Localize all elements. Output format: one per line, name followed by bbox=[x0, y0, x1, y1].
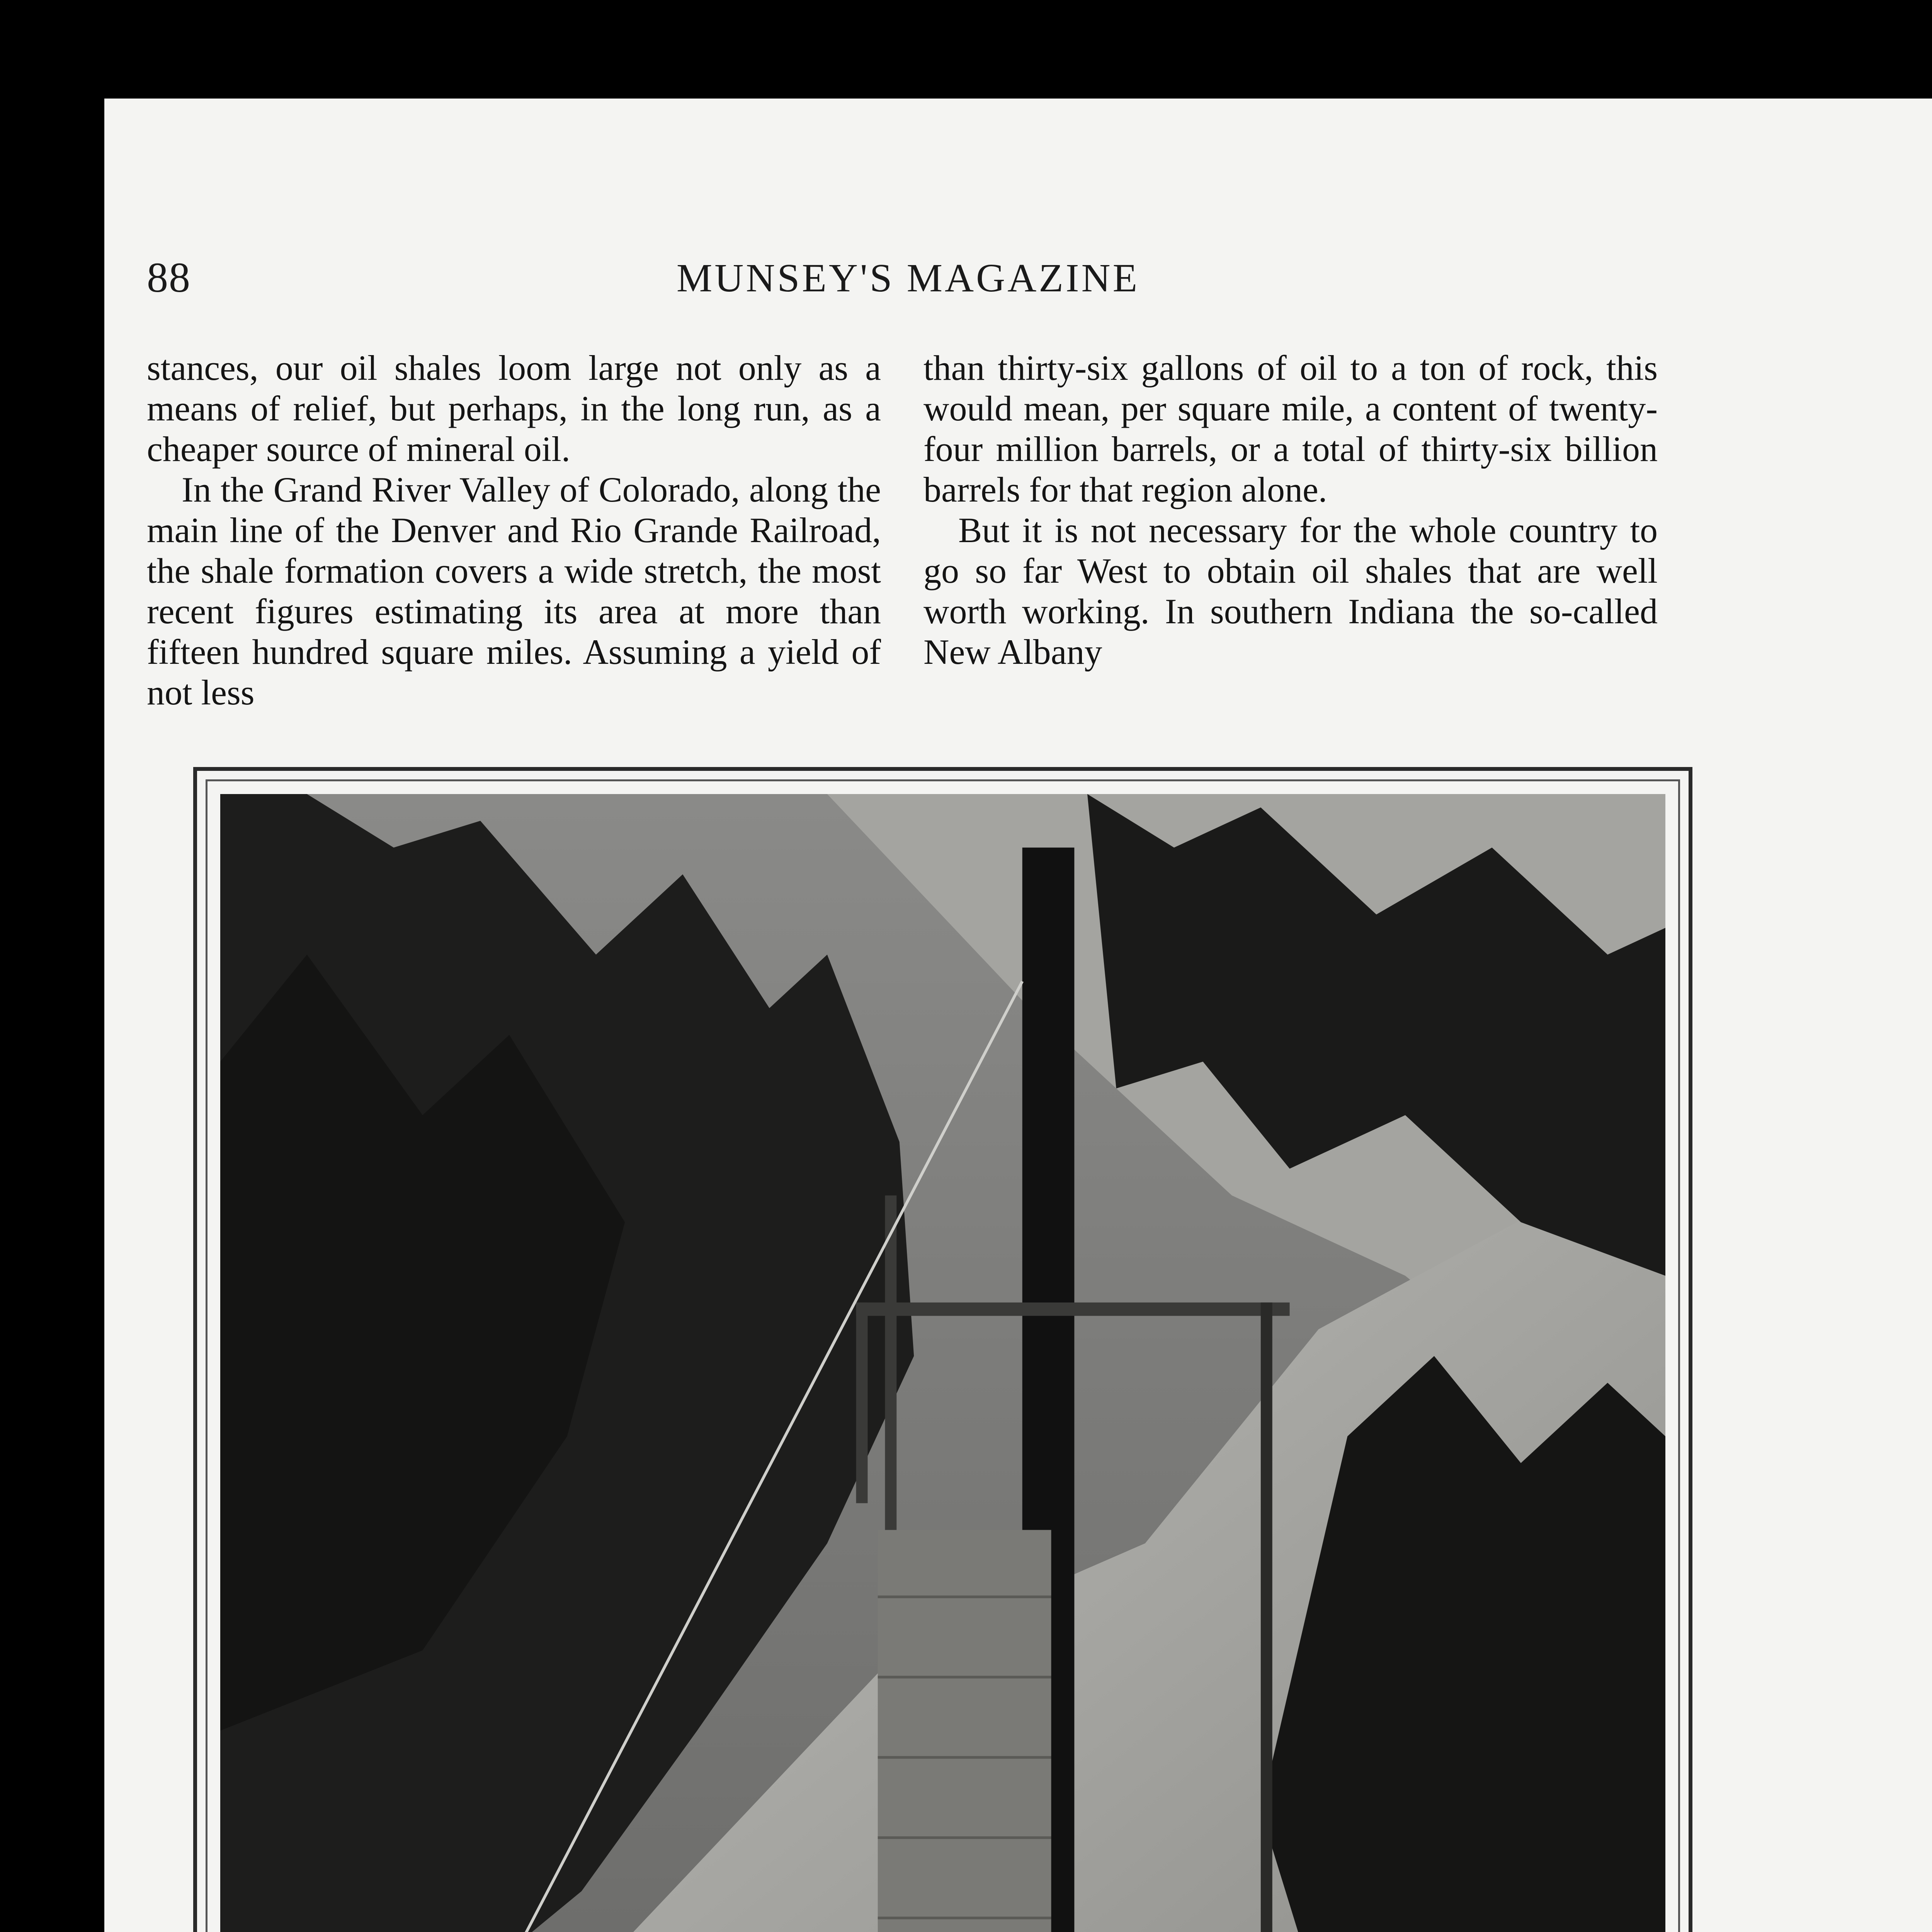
paragraph: But it is not necessary for the whole country to go so far West to obtain oil shales that are well worth working. In southern Indiana the so-called New Albany bbox=[923, 510, 1658, 672]
photo-illustration bbox=[220, 794, 1665, 1932]
distillery-photograph bbox=[220, 794, 1665, 1932]
paragraph: stances, our oil shales loom large not only as a means of relief, but perhaps, in the long run, as a cheaper source of mineral oil. bbox=[147, 348, 881, 469]
paragraph: than thirty-six gallons of oil to a ton of rock, this would mean, per square mile, a content of twenty-four million barrels, or a total of thirty-six billion barrels for that region alone. bbox=[923, 348, 1658, 509]
paragraph: In the Grand River Valley of Colorado, along the main line of the Denver and Rio Grande Railroad, the shale formation covers a wide stretch, the most recent figures estimating its area at more than fifteen hundred square miles. Assuming a yield of not less bbox=[147, 470, 881, 712]
page-number: 88 bbox=[147, 254, 191, 301]
text-column-right bbox=[923, 348, 1658, 672]
text-column-left bbox=[147, 348, 881, 713]
photo-frame bbox=[193, 767, 1692, 1932]
running-head: MUNSEY'S MAGAZINE bbox=[676, 256, 1140, 300]
